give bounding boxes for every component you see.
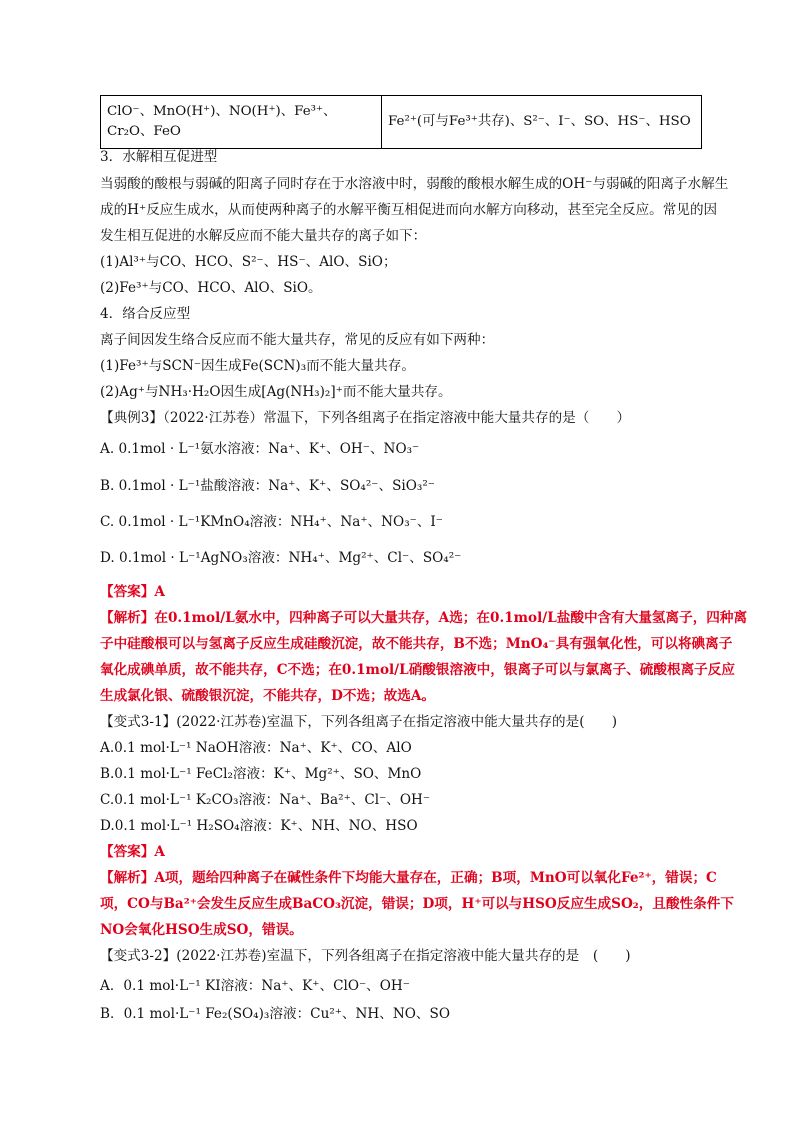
table-cell-line: ClO⁻、MnO(H⁺)、NO(H⁺)、Fe³⁺、 xyxy=(107,104,337,119)
list-item: (1)Al³⁺与CO、HCO、S²⁻、HS⁻、AlO、SiO； xyxy=(100,254,397,270)
explanation-line: 生成氯化银、硫酸银沉淀，不能共存，D不选；故选A。 xyxy=(100,688,435,704)
list-item: (2)Ag⁺与NH₃·H₂O因生成[Ag(NH₃)₂]⁺而不能大量共存。 xyxy=(100,384,452,400)
option-b: B. 0.1mol · L⁻¹盐酸溶液：Na⁺、K⁺、SO₄²⁻、SiO₃²⁻ xyxy=(100,478,435,494)
explanation-line: NO会氧化HSO生成SO，错误。 xyxy=(100,922,303,938)
option-b: B．0.1 mol·L⁻¹ Fe₂(SO₄)₃溶液：Cu²⁺、NH、NO、SO xyxy=(100,1006,450,1022)
option-a: A. 0.1mol · L⁻¹氨水溶液：Na⁺、K⁺、OH⁻、NO₃⁻ xyxy=(100,441,420,457)
explanation-line: 【解析】在0.1mol/L氨水中，四种离子可以大量共存，A选；在0.1mol/L盐酸中含有大量氢离子，四种离 xyxy=(100,610,748,626)
list-item: (2)Fe³⁺与CO、HCO、AlO、SiO。 xyxy=(100,280,322,296)
explanation-line: 氧化成碘单质，故不能共存，C不选；在0.1mol/L硝酸银溶液中，银离子可以与氯离子、硫酸根离子反应 xyxy=(100,662,735,678)
section-heading: 3．水解相互促进型 xyxy=(100,149,218,165)
table-cell-oxidizing xyxy=(101,96,382,149)
list-item: (1)Fe³⁺与SCN⁻因生成Fe(SCN)₃而不能大量共存。 xyxy=(100,358,415,374)
variant-title: 【变式3-1】(2022·江苏卷)室温下，下列各组离子在指定溶液中能大量共存的是( ) xyxy=(100,714,618,730)
table-cell-line: Cr₂O、FeO xyxy=(107,124,181,139)
paragraph-line: 离子间因发生络合反应而不能大量共存，常见的反应有如下两种： xyxy=(100,332,495,348)
option-a: A．0.1 mol·L⁻¹ KI溶液：Na⁺、K⁺、ClO⁻、OH⁻ xyxy=(100,978,410,994)
answer-label: 【答案】A xyxy=(100,844,165,860)
option-b: B.0.1 mol·L⁻¹ FeCl₂溶液：K⁺、Mg²⁺、SO、MnO xyxy=(100,766,422,782)
paragraph-line: 成的H⁺反应生成水，从而使两种离子的水解平衡互相促进而向水解方向移动，甚至完全反应。常见的因 xyxy=(100,202,718,218)
variant-title: 【变式3-2】(2022·江苏卷)室温下，下列各组离子在指定溶液中能大量共存的是 ( ) xyxy=(100,948,631,964)
explanation-line: 【解析】A项，题给四种离子在碱性条件下均能大量存在，正确；B项，MnO可以氧化Fe²⁺，错误；C xyxy=(100,870,717,886)
paragraph-line: 当弱酸的酸根与弱碱的阳离子同时存在于水溶液中时，弱酸的酸根水解生成的OH⁻与弱碱的阳离子水解生 xyxy=(100,176,729,192)
table-row xyxy=(101,96,702,149)
section-heading: 4．络合反应型 xyxy=(100,306,191,322)
option-d: D. 0.1mol · L⁻¹AgNO₃溶液：NH₄⁺、Mg²⁺、Cl⁻、SO₄²⁻ xyxy=(100,550,462,566)
ion-table xyxy=(100,95,702,149)
option-c: C. 0.1mol · L⁻¹KMnO₄溶液：NH₄⁺、Na⁺、NO₃⁻、I⁻ xyxy=(100,514,443,530)
option-a: A.0.1 mol·L⁻¹ NaOH溶液：Na⁺、K⁺、CO、AlO xyxy=(100,740,412,756)
option-c: C.0.1 mol·L⁻¹ K₂CO₃溶液：Na⁺、Ba²⁺、Cl⁻、OH⁻ xyxy=(100,792,431,808)
option-d: D.0.1 mol·L⁻¹ H₂SO₄溶液：K⁺、NH、NO、HSO xyxy=(100,818,418,834)
answer-label: 【答案】A xyxy=(100,584,165,600)
example-title: 【典例3】（2022·江苏卷）常温下，下列各组离子在指定溶液中能大量共存的是（ ） xyxy=(100,410,631,426)
table-cell-reducing: Fe²⁺(可与Fe³⁺共存)、S²⁻、I⁻、SO、HS⁻、HSO xyxy=(382,96,702,149)
explanation-line: 项，CO与Ba²⁺会发生反应生成BaCO₃沉淀，错误；D项，H⁺可以与HSO反应生成SO₂，且酸性条件下 xyxy=(100,896,734,912)
explanation-line: 子中硅酸根可以与氢离子反应生成硅酸沉淀，故不能共存，B不选；MnO₄⁻具有强氧化性，可以将碘离子 xyxy=(100,636,733,652)
paragraph-line: 发生相互促进的水解反应而不能大量共存的离子如下： xyxy=(100,228,427,244)
